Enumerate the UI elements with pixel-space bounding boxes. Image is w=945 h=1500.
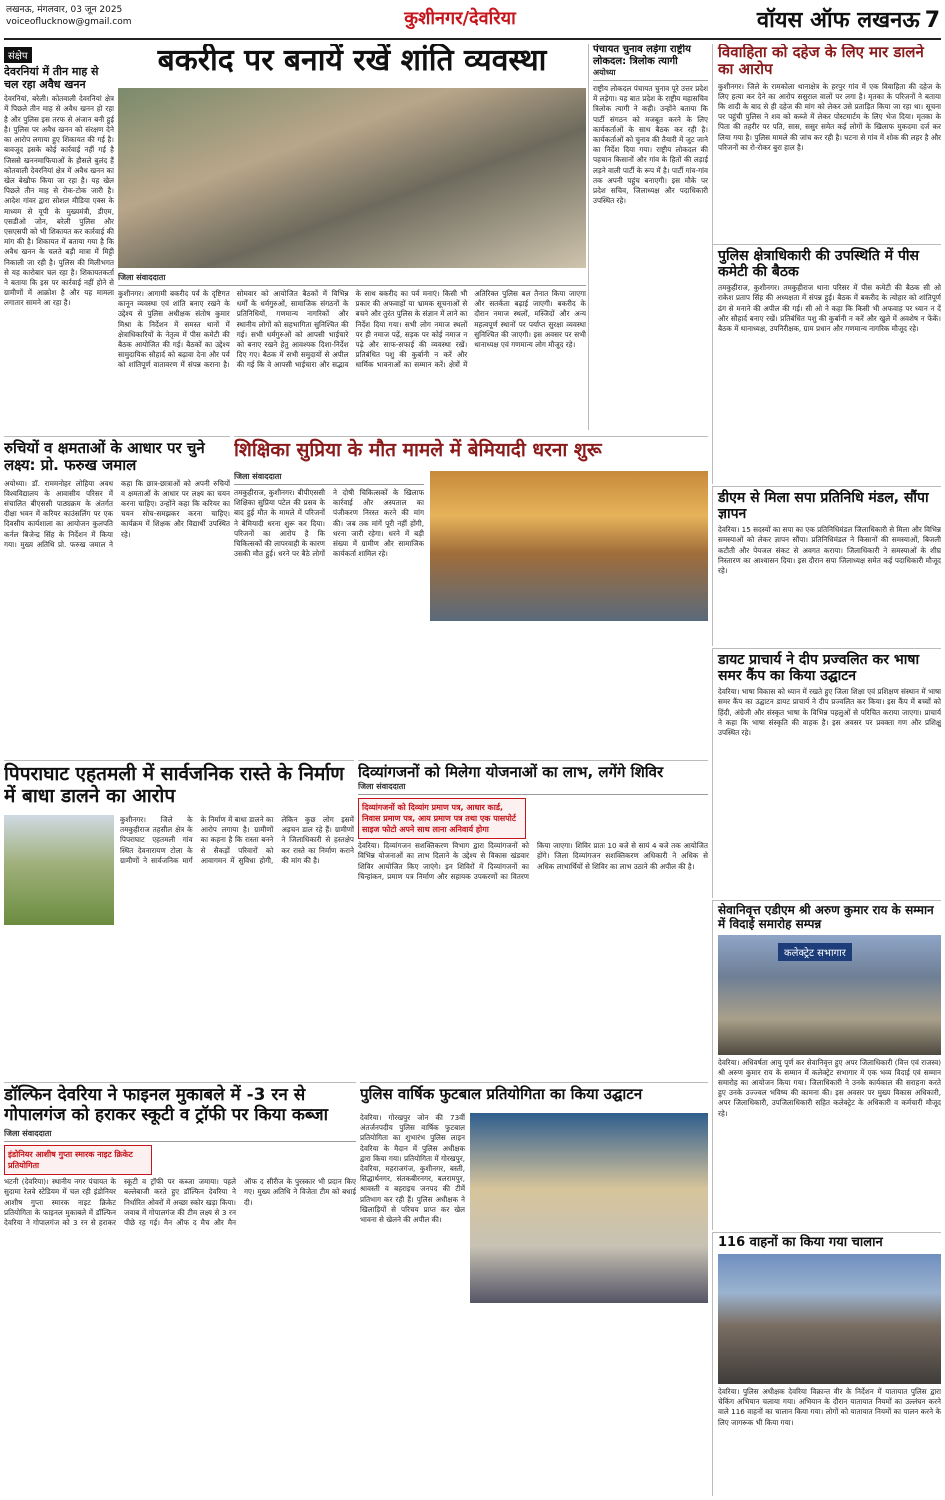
story-sp-delegation (712, 486, 941, 646)
sp-body: देवरिया। 15 सदस्यों का सपा का एक प्रतिनिधिमंडल जिलाधिकारी से मिला और विभिन्न समस्याओं को लेकर ज्ञापन सौंपा। प्रतिनिधिमंडल ने किसानों की समस्याओं, बिजली कटौती और पेयजल संकट से अवगत कराया। जिलाधिकारी ने समस्याओं के शीघ्र निस्तारण का आश्वासन दिया। इस दौरान सपा जिलाध्यक्ष समेत कई पदाधिकारी मौजूद रहे। (718, 525, 941, 575)
story-dowry (712, 44, 941, 244)
career-headline: रुचियों व क्षमताओं के आधार पर चुने लक्ष्य: प्रो. फरुख जमाल (4, 439, 205, 475)
challan-headline: 116 वाहनों का किया गया चालान (718, 1235, 883, 1250)
football-body: देवरिया। गोरखपुर जोन की 73वीं अंतर्जनपदीय पुलिस वार्षिक फुटबाल प्रतियोगिता का शुभारंभ पुलिस लाइन देवरिया के मैदान में पुलिस अधीक्षक द्वारा किया गया। प्रतियोगिता में गोरखपुर, देवरिया, महराजगंज, कुशीनगर, बस्ती, सिद्धार्थनगर, संतकबीरनगर, बलरामपुर, श्रावस्ती व बहराइच जनपद की टीमें प्रतिभाग कर रही हैं। पुलिस अधीक्षक ने खिलाड़ियों से परिचय प्राप्त कर खेल भावना से खेलने की अपील की। (360, 1113, 465, 1225)
football-headline: पुलिस वार्षिक फुटबाल प्रतियोगिता का किया उद्घाटन (360, 1085, 643, 1103)
villagers-photo (4, 815, 114, 925)
brief-body: देवरनियां, बरेली। कोतवाली देवरनियां क्षेत्र में पिछले तीन माह से अवैध खनन हो रहा है और पुलिस इस तरफ से अंजान बनी हुई है। पुलिस पर अवैध खनन को संरक्षण देने का आरोप लगाया हुए शिकायत की गई है। बावजूद इसके कोई कार्रवाई नहीं गई है जिससे खननमाफियाओं के हौसले बुलंद हैं कोतवाली देवरनियां क्षेत्र में अवैध खनन का खेल बेखौफ किया जा रहा है। यह खेल पिछले तीन माह से रोक-टोक जारी है। आदेश गांवर द्वारा सोशल मीडिया एक्स के माध्यम से यूपी के मुख्यमंत्री, डीएम, एसडीओ जोन, बरेली पुलिस और एसएसपी को भी शिकायत कर कार्रवाई की मांग की है। शिकायत में बताया गया है कि अवैध खनन के चलते बड़ी मात्रा में मिट्टी निकाली जा रही है। पुलिस की मिलीभगत से यह कारोबार चल रहा है। शिकायतकर्ता ने बताया कि इस पर कार्रवाई नहीं होने से ग्रामीणों में आक्रोश है और यह मामला लगातार सामने आ रहा है। (4, 94, 114, 308)
road-headline: पिपराघाट एहतमली में सार्वजनिक रास्ते के निर्माण में बाधा डालने का आरोप (4, 763, 345, 807)
bakrid-byline: जिला संवाददाता (118, 272, 586, 286)
farewell-headline: सेवानिवृत्त एडीएम श्री अरुण कुमार राय के सम्मान में विदाई समारोह सम्पन्न (718, 903, 934, 931)
dowry-headline: विवाहिता को दहेज के लिए मार डालने का आरोप (718, 44, 924, 79)
cricket-highlight: इंडोनियर आशीष गुप्ता स्मारक नाइट क्रिकेट प्रतियोगिता (4, 1145, 152, 1175)
story-language-camp (712, 648, 941, 898)
header-rule (4, 38, 941, 40)
email: voiceoflucknow@gmail.com (6, 17, 132, 27)
meeting-photo (118, 88, 586, 268)
dharna-headline: शिक्षिका सुप्रिया के मौत मामले में बेमियादी धरना शुरू (234, 439, 602, 461)
bakrid-body: कुशीनगर। आगामी बकरीद पर्व के दृष्टिगत कानून व्यवस्था एवं शांति बनाए रखने के उद्देश्य से पुलिस अधीक्षक संतोष कुमार मिश्रा के निर्देशन में समस्त थानों में क्षेत्राधिकारियों के नेतृत्व में पीस कमेटी की बैठक आयोजित की गई। बैठकों का उद्देश्य सामुदायिक सौहार्द को बढ़ावा देना और पर्व को शांतिपूर्ण वातावरण में संपन्न कराना है। सोमवार को आयोजित बैठकों में विभिन्न धर्मों के धर्मगुरुओं, सामाजिक संगठनों के प्रतिनिधियों, गणमान्य नागरिकों और स्थानीय लोगों को सहभागिता सुनिश्चित की गई। सभी धर्मगुरुओं को आपसी भाईचारे को बनाए रखने हेतु आवश्यक दिशा-निर्देश दिए गए। बैठक में सभी समुदायों से अपील की गई कि वे आपसी भाईचारा और सद्भाव के साथ बकरीद का पर्व मनाएं। किसी भी प्रकार की अफवाहों या भ्रामक सूचनाओं से बचने और तुरंत पुलिस के संज्ञान में लाने का निर्देश दिया गया। सभी लोग नमाज स्थलों पर ही नमाज पढ़ें, सड़क पर कोई नमाज न पढ़े और साफ-सफाई की व्यवस्था रखें। प्रतिबंधित पशु की कुर्बानी न करें और धार्मिक भावनाओं का सम्मान करें। क्षेत्रों में अतिरिक्त पुलिस बल तैनात किया जाएगा और सतर्कता बढ़ाई जाएगी। बकरीद के दौरान नमाज स्थलों, मस्जिदों और अन्य महत्वपूर्ण स्थानों पर पर्याप्त सुरक्षा व्यवस्था सुनिश्चित की जाएगी। इस अवसर पर सभी थानाध्यक्ष एवं गणमान्य लोग मौजूद रहे। (118, 289, 586, 370)
rld-kicker: पंचायत चुनाव लड़ेगा राष्ट्रीय लोकदल: त्रिलोक त्यागी (593, 44, 691, 67)
story-bakrid (118, 44, 586, 434)
story-challan (712, 1232, 941, 1496)
masthead (700, 4, 940, 38)
section-title: कुशीनगर/देवरिया (404, 8, 516, 29)
cricket-byline: जिला संवाददाता (4, 1128, 356, 1142)
story-cricket (4, 1082, 356, 1496)
career-body: अयोध्या। डॉ. राममनोहर लोहिया अवध विश्वविद्यालय के आवासीय परिसर में संचालित बीएससी पाठ्यक्रम के अंतर्गत दीक्षा भवन में करियर काउंसलिंग पर एक दिवसीय कार्यशाला का आयोजन कुलपति कर्नल बिजेन्द्र सिंह के निर्देशन में किया गया। मुख्य अतिथि प्रो. फरुख जमाल ने कहा कि छात्र-छात्राओं को अपनी रुचियों व क्षमताओं के आधार पर लक्ष्य का चयन करना चाहिए। उन्होंने कहा कि करियर का चयन सोच-समझकर करना चाहिए। कार्यक्रम में शिक्षक और विद्यार्थी उपस्थित रहे। (4, 478, 230, 549)
story-career (4, 436, 230, 758)
story-peace-committee (712, 244, 941, 484)
story-football (360, 1082, 708, 1496)
dharna-byline: जिला संवाददाता (234, 471, 424, 485)
camp-body: देवरिया। भाषा विकास को ध्यान में रखते हुए जिला शिक्षा एवं प्रशिक्षण संस्थान में भाषा समर कैंप का उद्घाटन डायट प्राचार्य ने दीप प्रज्वलित कर किया। इस कैंप में बच्चों को हिंदी, अंग्रेजी और संस्कृत भाषा के विभिन्न पहलुओं से परिचित कराया जाएगा। प्राचार्य ने कहा कि भाषा संस्कृति की वाहक है। इस अवसर पर प्रवक्ता गण और प्रशिक्षु उपस्थित रहे। (718, 687, 941, 737)
collectorate-sign: कलेक्ट्रेट सभागार (778, 943, 852, 961)
story-dharna (234, 436, 708, 758)
story-rld (588, 44, 708, 430)
peace-headline: पुलिस क्षेत्राधिकारी की उपस्थिति में पीस कमेटी की बैठक (718, 248, 920, 281)
page-number: 7 (924, 8, 940, 33)
farewell-photo (718, 935, 941, 1055)
challan-body: देवरिया। पुलिस अधीक्षक देवरिया विक्रान्त वीर के निर्देशन में यातायात पुलिस द्वारा चेकिंग अभियान चलाया गया। अभियान के दौरान यातायात नियमों का उल्लंघन करने वाले 116 वाहनों का चालान किया गया। लोगों को यातायात नियमों का पालन करने के लिए जागरूक भी किया गया। (718, 1386, 941, 1427)
dharna-photo (430, 471, 708, 621)
bakrid-text (118, 272, 586, 432)
header-meta (6, 4, 206, 38)
story-road (4, 760, 354, 1080)
cricket-body: भटनी (देवरिया)। स्थानीय नगर पंचायत के सुदामा रेलवे स्टेडियम में चल रही इंडोनियर आशीष गुप्ता स्मारक नाइट क्रिकेट प्रतियोगिता के फाइनल मुकाबले में डॉल्फिन देवरिया ने गोपालगंज को 3 रन से हराकर स्कूटी व ट्रॉफी पर कब्जा जमाया। पहले बल्लेबाजी करते हुए डॉल्फिन देवरिया ने निर्धारित ओवरों में अच्छा स्कोर खड़ा किया। जवाब में गोपालगंज की टीम लक्ष्य से 3 रन पीछे रह गई। मैन ऑफ द मैच और मैन ऑफ द सीरीज के पुरस्कार भी प्रदान किए गए। मुख्य अतिथि ने विजेता टीम को बधाई दी। (4, 1177, 356, 1227)
disabled-highlight: दिव्यांगजनों को दिव्यांग प्रमाण पत्र, आधार कार्ड, निवास प्रमाण पत्र, आय प्रमाण पत्र तथा एक पासपोर्ट साइज फोटो अपने साथ लाना अनिवार्य होगा (358, 798, 526, 839)
disabled-byline: जिला संवाददाता (358, 781, 708, 795)
dowry-body: कुशीनगर। जिले के रामकोला थानाक्षेत्र के हरपुर गांव में एक विवाहिता की दहेज के लिए हत्या कर देने का आरोप ससुराल वालों पर लगा है। मृतका के परिजनों ने बताया कि शादी के बाद से ही दहेज की मांग को लेकर उसे प्रताड़ित किया जा रहा था। सूचना पर पहुंची पुलिस ने शव को कब्जे में लेकर पोस्टमार्टम के लिए भेज दिया। मृतका के पिता की तहरीर पर पति, सास, ससुर समेत कई लोगों के खिलाफ मुकदमा दर्ज कर लिया गया है। पुलिस मामले की जांच कर रही है। घटना से गांव में शोक की लहर है और परिजनों का रो-रोकर बुरा हाल है। (718, 81, 941, 152)
brief-column (4, 44, 114, 430)
dateline: लखनऊ, मंगलवार, 03 जून 2025 (6, 5, 123, 15)
disabled-body: देवरिया। दिव्यांगजन सशक्तिकरण विभाग द्वारा दिव्यांगजनों को विभिन्न योजनाओं का लाभ दिलाने के उद्देश्य से विकास खंडवार शिविर आयोजित किए जाएंगे। इन शिविरों में दिव्यांगजनों का चिन्हांकन, प्रमाण पत्र निर्माण और सहायक उपकरणों का वितरण किया जाएगा। शिविर प्रातः 10 बजे से सायं 4 बजे तक आयोजित होंगे। जिला दिव्यांगजन सशक्तिकरण अधिकारी ने अधिक से अधिक लाभार्थियों से शिविर का लाभ उठाने की अपील की है। (358, 841, 708, 881)
football-text (360, 1113, 465, 1493)
brief-kicker: संक्षेप (4, 47, 32, 63)
football-photo (470, 1113, 708, 1303)
rld-body: राष्ट्रीय लोकदल पंचायत चुनाव पूरे उत्तर प्रदेश में लड़ेगा। यह बात प्रदेश के राष्ट्रीय महासचिव त्रिलोक त्यागी ने कही। उन्होंने बताया कि पार्टी संगठन को मजबूत करने के लिए कार्यकर्ताओं के साथ बैठक कर रही है। कार्यकर्ताओं को चुनाव की तैयारी में जुट जाने का निर्देश दिया गया। राष्ट्रीय लोकदल की पहचान किसानों और गांव के हितों की लड़ाई लड़ने वाली पार्टी के रूप में है। पार्टी गांव-गांव तक अपनी पहुंच बनाएगी। इस मौके पर प्रदेश सचिव, जिलाध्यक्ष और पदाधिकारी उपस्थित रहे। (593, 84, 708, 206)
peace-body: तमकुहीराज, कुशीनगर। तमकुहीराज थाना परिसर में पीस कमेटी की बैठक सी ओ राकेश प्रताप सिंह की अध्यक्षता में संपन्न हुई। बैठक में बकरीद के त्योहार को शांतिपूर्ण ढंग से मनाने की अपील की गई। सी ओ ने कहा कि किसी भी अफवाह पर ध्यान न दें और सौहार्द बनाए रखें। प्रतिबंधित पशु की कुर्बानी न करें और खुले में अवशेष न फेंकें। बैठक में थानाध्यक्ष, उपनिरीक्षक, ग्राम प्रधान और गणमान्य नागरिक मौजूद रहे। (718, 283, 941, 333)
traffic-photo (718, 1254, 941, 1384)
brief-headline: देवरनियां में तीन माह से चल रहा अवैध खनन (4, 65, 99, 91)
disabled-headline: दिव्यांगजनों को मिलेगा योजनाओं का लाभ, लगेंगे शिविर (358, 763, 664, 781)
rld-byline: अयोध्या (593, 67, 708, 81)
sp-headline: डीएम से मिला सपा प्रतिनिधि मंडल, सौंपा ज्ञापन (718, 490, 929, 523)
story-farewell (712, 900, 941, 1230)
cricket-headline: डॉल्फिन देवरिया ने फाइनल मुकाबले में -3 रन से गोपालगंज को हराकर स्कूटी व ट्रॉफी पर किया कब्जा (4, 1085, 329, 1125)
farewell-body: देवरिया। अधिवर्षता आयु पूर्ण कर सेवानिवृत्त हुए अपर जिलाधिकारी (वित्त एवं राजस्व) श्री अरुण कुमार राय के सम्मान में कलेक्ट्रेट सभागार में एक भव्य विदाई एवं सम्मान समारोह का आयोजन किया गया। जिलाधिकारी ने उनके कार्यकाल की सराहना करते हुए उनके उज्ज्वल भविष्य की कामना की। इस अवसर पर मुख्य विकास अधिकारी, अपर जिलाधिकारी, उपजिलाधिकारी सहित कलेक्ट्रेट के अधिकारी व कर्मचारी मौजूद रहे। (718, 1057, 941, 1118)
dharna-body: तमकुहीराज, कुशीनगर। बीपीएससी शिक्षिका सुप्रिया पटेल की प्रसव के बाद हुई मौत के मामले में परिजनों ने बेमियादी धरना शुरू कर दिया। परिजनों का आरोप है कि चिकित्सकों की लापरवाही के कारण उसकी मौत हुई। धरने पर बैठे लोगों ने दोषी चिकित्सकों के खिलाफ कार्रवाई और अस्पताल का पंजीकरण निरस्त करने की मांग की। जब तक मांगें पूरी नहीं होंगी, धरना जारी रहेगा। धरने में बड़ी संख्या में ग्रामीण और सामाजिक कार्यकर्ता शामिल रहे। (234, 488, 424, 559)
camp-headline: डायट प्राचार्य ने दीप प्रज्वलित कर भाषा समर कैंप का किया उद्घाटन (718, 652, 920, 685)
brand-name: वॉयस ऑफ लखनऊ (756, 8, 920, 33)
dharna-left-text (234, 471, 424, 757)
road-body: कुशीनगर। जिले के तमकुहीराज तहसील क्षेत्र के पिपराघाट एहतमली गांव स्थित देवनारायण टोला के ग्रामीणों ने सार्वजनिक मार्ग के निर्माण में बाधा डालने का आरोप लगाया है। ग्रामीणों का कहना है कि रास्ता बनने से सैकड़ों परिवारों को आवागमन में सुविधा होगी, लेकिन कुछ लोग इसमें अड़चन डाल रहे हैं। ग्रामीणों ने जिलाधिकारी से हस्तक्षेप कर रास्ते का निर्माण कराने की मांग की है। (120, 815, 354, 865)
story-disabled (358, 760, 708, 1080)
bakrid-headline: बकरीद पर बनायें रखें शांति व्यवस्था (157, 44, 547, 78)
